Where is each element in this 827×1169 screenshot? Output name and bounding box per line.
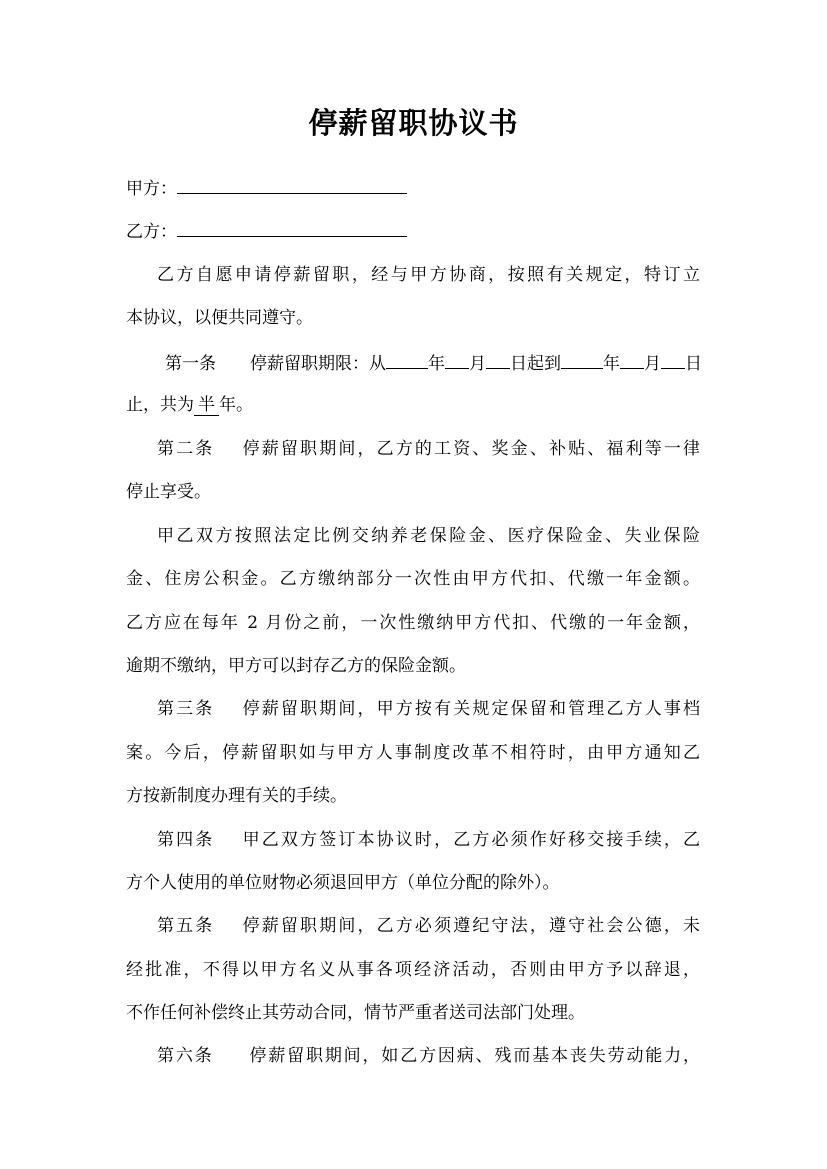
start-day-blank[interactable] <box>486 350 510 369</box>
start-month-blank[interactable] <box>445 350 469 369</box>
month-label: 月 <box>469 354 486 374</box>
article-6-text: 停薪留职期间，如乙方因病、残而基本丧失劳动能力， <box>247 1046 701 1066</box>
duration-prefix: 止，共为 <box>126 395 194 415</box>
month-label: 月 <box>644 354 661 374</box>
year-label: 年 <box>428 354 445 374</box>
intro-line-1: 乙方自愿申请停薪留职，经与甲方协商，按照有关规定，特订立 <box>157 265 700 285</box>
duration-suffix: 年。 <box>219 395 253 415</box>
insurance-line-1: 甲乙双方按照法定比例交纳养老保险金、医疗保险金、失业保险 <box>157 526 700 546</box>
article-2-line-2: 停止享受。 <box>126 482 211 502</box>
article-4-line-2: 方个人使用的单位财物必须退回甲方（单位分配的除外）。 <box>126 873 560 893</box>
insurance-line-4: 逾期不缴纳，甲方可以封存乙方的保险金额。 <box>126 656 466 676</box>
end-year-blank[interactable] <box>561 350 603 369</box>
article-1-line-2 <box>126 393 253 417</box>
article-5-line-3: 不作任何补偿终止其劳动合同，情节严重者送司法部门处理。 <box>126 1003 585 1023</box>
article-1-line-1 <box>165 350 702 376</box>
intro-line-2: 本协议，以便共同遵守。 <box>126 308 313 328</box>
year-label: 年 <box>603 354 620 374</box>
article-4-text: 甲乙双方签订本协议时，乙方必须作好移交接手续，乙 <box>240 830 701 850</box>
day-label: 日起到 <box>510 354 561 374</box>
party-a-line <box>126 175 407 201</box>
article-5-label: 第五条 <box>157 916 215 936</box>
start-year-blank[interactable] <box>386 350 428 369</box>
article-4-label: 第四条 <box>157 830 215 850</box>
article-3-label: 第三条 <box>157 699 215 719</box>
article-1-text: 停薪留职期限：从 <box>250 354 386 374</box>
article-5-line-2: 经批准，不得以甲方名义从事各项经济活动，否则由甲方予以辞退， <box>126 960 700 980</box>
article-2-label: 第二条 <box>157 439 215 459</box>
insurance-line-2: 金、住房公积金。乙方缴纳部分一次性由甲方代扣、代缴一年金额。 <box>126 569 700 589</box>
article-3-line-3: 方按新制度办理有关的手续。 <box>126 786 347 806</box>
end-month-blank[interactable] <box>620 350 644 369</box>
insurance-line-3: 乙方应在每年 2 月份之前，一次性缴纳甲方代扣、代缴的一年金额， <box>126 613 700 633</box>
article-1-label: 第一条 <box>165 354 216 374</box>
day-label: 日 <box>685 354 702 374</box>
article-5-line-1 <box>157 914 700 938</box>
article-4-line-1 <box>157 828 700 852</box>
party-b-line <box>126 218 407 244</box>
article-6-label: 第六条 <box>157 1046 214 1066</box>
article-6-line-1 <box>157 1044 700 1068</box>
party-a-label: 甲方： <box>126 179 177 199</box>
party-a-blank[interactable] <box>177 175 407 194</box>
party-b-blank[interactable] <box>177 218 407 237</box>
article-5-text: 停薪留职期间，乙方必须遵纪守法，遵守社会公德，未 <box>240 916 701 936</box>
end-day-blank[interactable] <box>661 350 685 369</box>
article-2-text: 停薪留职期间，乙方的工资、奖金、补贴、福利等一律 <box>240 439 701 459</box>
duration-value[interactable]: 半 <box>194 395 219 416</box>
article-3-line-2: 案。今后，停薪留职如与甲方人事制度改革不相符时，由甲方通知乙 <box>126 743 700 763</box>
article-3-text: 停薪留职期间，甲方按有关规定保留和管理乙方人事档 <box>240 699 701 719</box>
article-3-line-1 <box>157 697 700 721</box>
party-b-label: 乙方： <box>126 222 177 242</box>
article-2-line-1 <box>157 437 700 461</box>
document-title: 停薪留职协议书 <box>308 106 519 140</box>
